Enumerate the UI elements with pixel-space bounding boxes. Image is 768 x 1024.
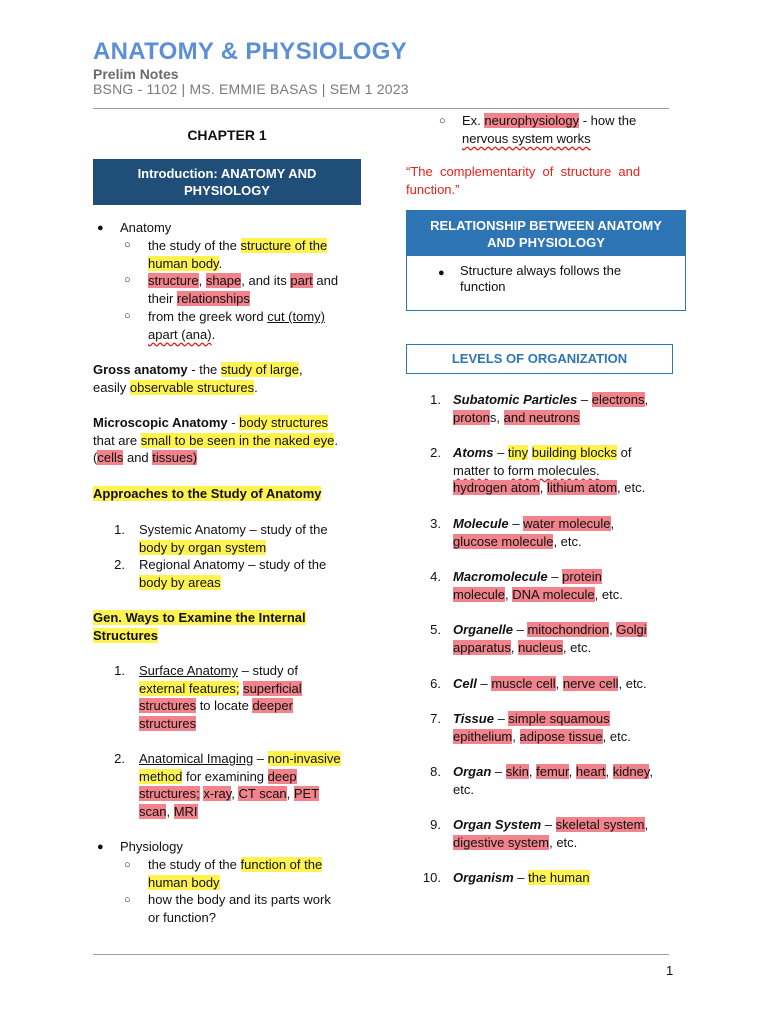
list-number: 3. — [430, 516, 441, 531]
text: - — [227, 415, 240, 430]
term: Organ — [453, 764, 492, 779]
highlight: external features; — [139, 680, 240, 696]
underlined-text: Anatomical Imaging — [139, 751, 254, 766]
highlight: protein — [562, 569, 602, 584]
circle-bullet-icon: ○ — [439, 115, 446, 127]
highlight: kidney — [612, 764, 650, 779]
highlight: nerve cell — [562, 676, 619, 691]
level-subatomic: Subatomic Particles – electrons, protons, and neutrons — [453, 392, 649, 425]
text: , and its — [241, 273, 291, 288]
physiology-definition — [148, 856, 368, 891]
highlight: proton — [453, 409, 490, 425]
text: , etc. — [553, 533, 582, 549]
list-number: 1. — [114, 663, 125, 678]
highlight: Golgi — [616, 622, 647, 637]
bullet-icon: ● — [97, 841, 104, 853]
physiology-how-item — [148, 891, 368, 926]
neurophysiology-example — [462, 112, 692, 147]
highlight: deeper — [252, 698, 293, 713]
highlight: observable structures — [129, 379, 255, 395]
text: , — [198, 273, 206, 288]
text: – — [253, 751, 268, 766]
list-number: 6. — [430, 676, 441, 691]
highlight: CT scan — [238, 786, 287, 801]
anatomy-definition — [148, 237, 368, 272]
text: and — [123, 450, 153, 465]
term: Molecule — [453, 516, 509, 531]
term: Organ System — [453, 817, 542, 832]
list-number: 9. — [430, 817, 441, 832]
ways-item-surface — [139, 662, 369, 732]
intro-box — [93, 159, 361, 205]
highlight: hydrogen atom — [453, 480, 540, 495]
text: the study of the — [148, 238, 241, 253]
text: or function? — [148, 909, 216, 925]
term: Subatomic Particles — [453, 392, 578, 407]
highlight: cells — [97, 450, 124, 465]
highlight: digestive system — [453, 834, 550, 850]
highlight: body by organ system — [139, 539, 267, 555]
wavy-underlined-text: matter — [453, 462, 490, 478]
highlight: non-invasive — [267, 751, 341, 766]
highlight: structures; — [139, 786, 200, 801]
list-number: 8. — [430, 764, 441, 779]
text: easily — [93, 379, 130, 395]
text: of — [617, 445, 632, 460]
highlight: body structures — [239, 415, 329, 430]
text: for examining — [182, 768, 268, 784]
text: s — [489, 409, 497, 425]
approaches-heading — [93, 485, 321, 503]
text: Systemic Anatomy – study of the — [139, 522, 328, 537]
anatomy-structure-item — [148, 272, 368, 307]
highlight: epithelium — [453, 728, 513, 744]
text: how the body and its parts work — [148, 892, 331, 907]
footer-divider — [93, 954, 669, 955]
highlight: tiny — [507, 445, 529, 460]
text: , — [298, 362, 303, 377]
quote-line: “The complementarity of structure and — [406, 164, 641, 179]
text: their — [148, 290, 177, 306]
level-macromolecule: Macromolecule – protein molecule, DNA molecule, etc. — [453, 569, 623, 602]
ways-item-imaging: Anatomical Imaging – non-invasive method for examining deep structures; x-ray, CT scan, PET scan, MRI — [139, 751, 341, 819]
highlight: femur — [536, 764, 569, 779]
list-number: 1. — [114, 522, 125, 537]
approach-item-systemic — [139, 521, 364, 556]
underlined-text: Surface Anatomy — [139, 663, 238, 678]
approach-item-regional — [139, 556, 364, 591]
wavy-underlined-text: nervous system works — [462, 130, 591, 146]
term: Atoms — [453, 445, 494, 460]
highlight: Structures — [93, 627, 159, 643]
text: Structure always follows the — [460, 263, 622, 278]
highlight: deep — [267, 768, 297, 784]
highlight: the human — [528, 870, 590, 885]
term: Cell — [453, 676, 477, 691]
text: Regional Anatomy – study of the — [139, 557, 327, 572]
highlight: scan — [139, 803, 167, 819]
document-title: ANATOMY & PHYSIOLOGY — [93, 38, 408, 65]
level-molecule: Molecule – water molecule, glucose molecule, etc. — [453, 516, 615, 549]
highlight: function of the — [240, 857, 323, 872]
highlight: Gen. Ways to Examine the Internal — [93, 610, 306, 625]
highlight: lithium atom — [546, 480, 618, 495]
term: Microscopic Anatomy — [93, 415, 228, 430]
highlight: skeletal system — [555, 817, 645, 832]
bullet-icon: ● — [438, 267, 445, 279]
text: , etc. — [594, 586, 623, 602]
highlight: MRI — [173, 803, 198, 819]
wavy-underlined-text: apart (ana) — [148, 326, 212, 342]
highlight: water molecule — [523, 516, 611, 531]
text: – study of — [238, 663, 298, 678]
circle-bullet-icon: ○ — [124, 274, 131, 286]
highlight: shape — [205, 273, 242, 288]
level-cell: Cell – muscle cell, nerve cell, etc. — [453, 676, 647, 691]
highlight: human body — [148, 874, 220, 890]
level-organism: Organism – the human — [453, 870, 590, 885]
level-organ-system: Organ System – skeletal system, digestive system, etc. — [453, 817, 649, 850]
circle-bullet-icon: ○ — [124, 894, 131, 906]
highlight: neurophysiology — [484, 113, 580, 128]
highlight: human body — [148, 255, 219, 271]
text: ( — [93, 450, 98, 465]
microscopic-anatomy — [93, 414, 368, 467]
bullet-icon: ● — [97, 222, 104, 234]
text: - how the — [579, 113, 637, 128]
circle-bullet-icon: ○ — [124, 239, 131, 251]
text: , etc. — [562, 639, 592, 655]
text: to — [489, 462, 508, 478]
header-line: AND PHYSIOLOGY — [487, 234, 605, 250]
term: Gross anatomy — [93, 362, 188, 377]
highlight: DNA molecule — [512, 586, 595, 602]
highlight: adipose tissue — [519, 728, 603, 744]
highlight: building blocks — [531, 445, 618, 460]
list-number: 2. — [430, 445, 441, 460]
text: to locate — [196, 698, 253, 713]
highlight: structure of the — [240, 238, 328, 253]
highlight: glucose molecule — [453, 533, 554, 549]
highlight: structure — [148, 273, 199, 288]
highlight: apparatus — [453, 639, 511, 655]
highlight: and neutrons — [503, 409, 580, 425]
level-tissue: Tissue – simple squamous epithelium, adipose tissue, etc. — [453, 711, 631, 744]
term: Organelle — [453, 622, 513, 637]
text: Ex. — [462, 113, 485, 128]
text: - the — [187, 362, 221, 377]
highlight: x-ray — [203, 786, 232, 801]
term: Tissue — [453, 711, 494, 726]
highlight: electrons — [591, 392, 645, 407]
levels-heading: LEVELS OF ORGANIZATION — [406, 344, 673, 374]
underlined-text: cut (tomy) — [267, 309, 326, 324]
list-number: 2. — [114, 751, 125, 766]
highlight: heart — [575, 764, 606, 779]
text: . — [218, 255, 223, 271]
text: function — [460, 279, 506, 294]
highlight: study of large — [220, 362, 299, 377]
highlight: Approaches to the Study of Anatomy — [93, 486, 322, 501]
text: etc. — [453, 781, 474, 797]
text: that are — [93, 432, 141, 448]
highlight: mitochondrion — [527, 622, 610, 637]
highlight: PET — [293, 786, 320, 801]
highlight: simple squamous — [508, 711, 610, 726]
circle-bullet-icon: ○ — [124, 310, 131, 322]
course-line: BSNG - 1102 | MS. EMMIE BASAS | SEM 1 2023 — [93, 81, 409, 97]
relationship-box-item — [460, 263, 675, 295]
highlight: structures — [139, 715, 197, 731]
list-number: 1. — [430, 392, 441, 407]
text: , etc. — [618, 676, 647, 691]
highlight: muscle cell — [491, 676, 556, 691]
header-divider — [93, 108, 669, 109]
text: the study of the — [148, 857, 241, 872]
list-number: 5. — [430, 622, 441, 637]
highlight: skin — [505, 764, 529, 779]
highlight: body by areas — [139, 574, 221, 590]
highlight: relationships — [176, 290, 250, 306]
text: . — [254, 379, 258, 395]
text: and — [312, 273, 339, 288]
highlight: nucleus — [518, 639, 563, 655]
complementarity-quote — [406, 163, 682, 198]
highlight: structures — [139, 698, 197, 713]
header-line: RELATIONSHIP BETWEEN ANATOMY — [430, 218, 662, 233]
anatomy-greek-item — [148, 308, 368, 343]
highlight: method — [139, 768, 183, 784]
list-number: 4. — [430, 569, 441, 584]
text: . — [334, 432, 339, 448]
highlight: tissues) — [152, 450, 198, 465]
text: from the greek word — [148, 309, 268, 324]
quote-line: function.” — [406, 181, 460, 197]
text: , etc. — [617, 480, 646, 495]
circle-bullet-icon: ○ — [124, 859, 131, 871]
wavy-underlined-text: form molecules. — [507, 462, 600, 478]
intro-box-line1: Introduction: ANATOMY AND — [137, 166, 317, 181]
chapter-heading: CHAPTER 1 — [187, 127, 267, 143]
text: , etc. — [549, 834, 578, 850]
text: . — [211, 326, 216, 342]
relationship-box-header — [407, 211, 685, 256]
highlight: small to be seen in the naked eye — [140, 432, 335, 448]
page-number: 1 — [666, 963, 674, 978]
relationship-box — [406, 210, 686, 311]
anatomy-label: Anatomy — [120, 220, 172, 235]
highlight: superficial — [243, 680, 302, 696]
gross-anatomy — [93, 361, 363, 396]
document-subtitle: Prelim Notes — [93, 66, 179, 82]
text: , etc. — [602, 728, 631, 744]
term: Organism — [453, 870, 514, 885]
list-number: 10. — [422, 870, 441, 885]
list-number: 7. — [430, 711, 441, 726]
highlight: molecule — [453, 586, 506, 602]
list-number: 2. — [114, 557, 125, 572]
ways-heading — [93, 609, 353, 644]
level-organelle: Organelle – mitochondrion, Golgi apparatus, nucleus, etc. — [453, 622, 647, 655]
intro-box-line2: PHYSIOLOGY — [184, 182, 270, 198]
level-organ: Organ – skin, femur, heart, kidney, etc. — [453, 764, 653, 797]
physiology-label: Physiology — [120, 839, 183, 854]
term: Macromolecule — [453, 569, 548, 584]
level-atoms: Atoms – tiny building blocks of matter to form molecules. hydrogen atom, lithium atom, etc. — [453, 445, 646, 495]
highlight: part — [290, 273, 313, 288]
